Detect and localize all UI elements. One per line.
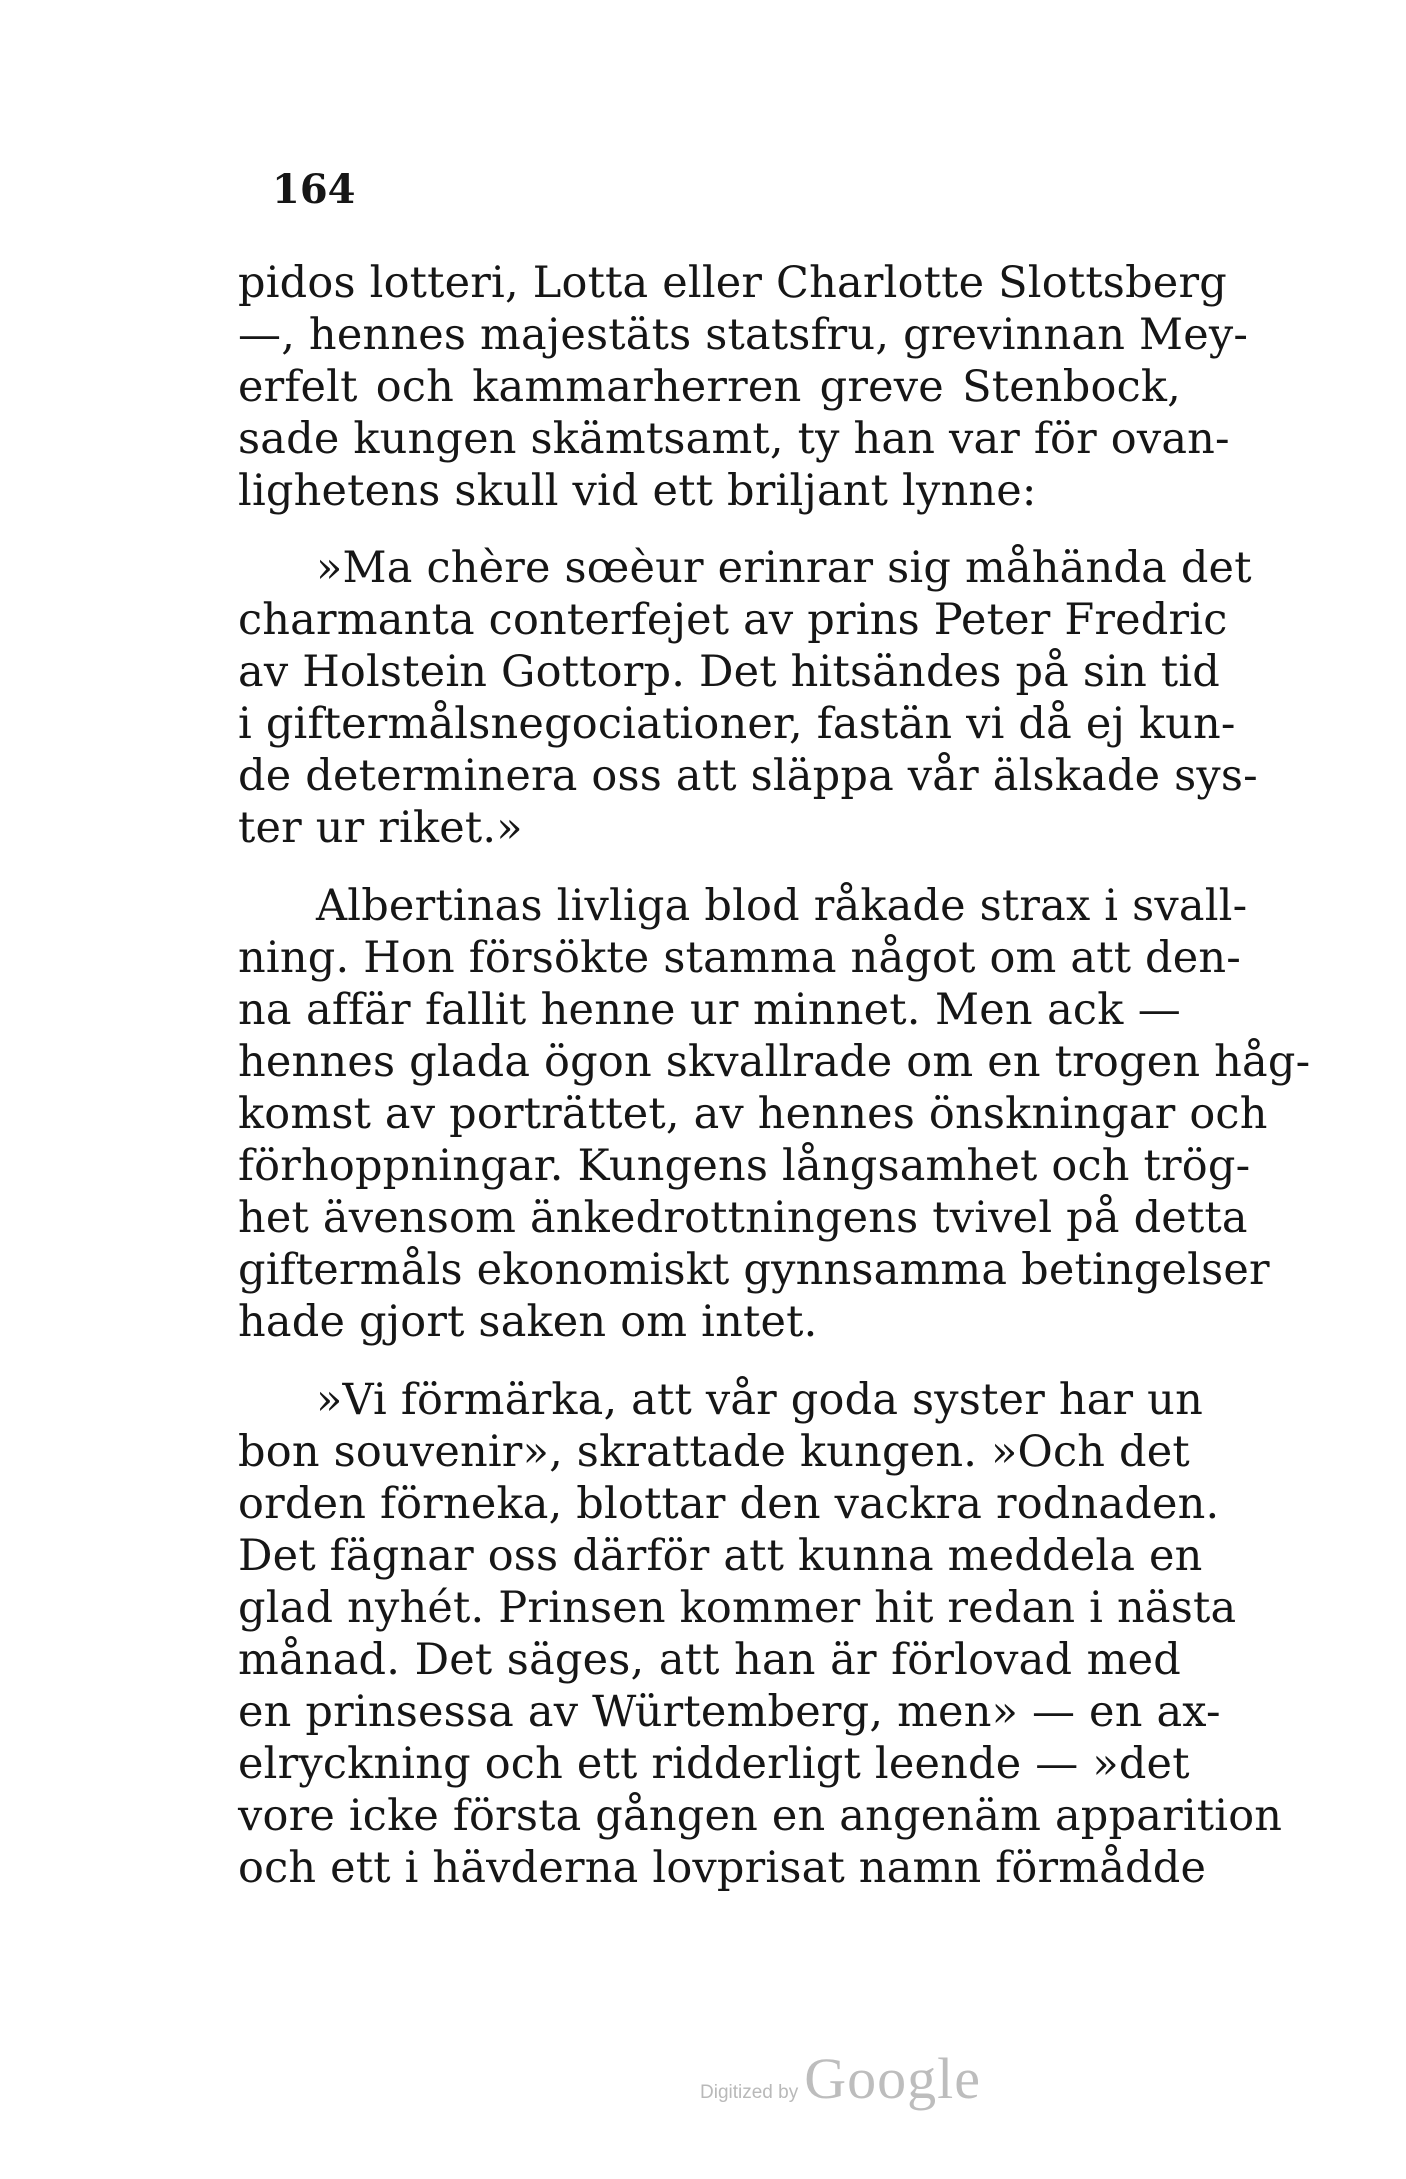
text-line: —, hennes majestäts statsfru, grevinnan Mey- bbox=[238, 310, 1249, 360]
text-line: na affär fallit henne ur minnet. Men ack — bbox=[238, 985, 1181, 1035]
text-line: hade gjort saken om intet. bbox=[238, 1297, 818, 1347]
text-line: erfelt och kammarherren greve Stenbock, bbox=[238, 362, 1181, 412]
text-line: »Ma chère sœèur erinrar sig måhända det bbox=[316, 543, 1252, 593]
text-line: pidos lotteri, Lotta eller Charlotte Slottsberg bbox=[238, 258, 1227, 308]
text-line: månad. Det säges, att han är förlovad med bbox=[238, 1635, 1181, 1685]
text-line: en prinsessa av Würtemberg, men» — en ax- bbox=[238, 1687, 1221, 1737]
text-line: het ävensom änkedrottningens tvivel på detta bbox=[238, 1193, 1248, 1243]
text-line: förhoppningar. Kungens långsamhet och trög- bbox=[238, 1141, 1251, 1191]
text-line: de determinera oss att släppa vår älskade sys- bbox=[238, 751, 1258, 801]
text-line: charmanta conterfejet av prins Peter Fredric bbox=[238, 595, 1228, 645]
text-line: Det fägnar oss därför att kunna meddela en bbox=[238, 1531, 1203, 1581]
text-line: bon souvenir», skrattade kungen. »Och det bbox=[238, 1427, 1190, 1477]
text-line: Albertinas livliga blod råkade strax i svall- bbox=[316, 881, 1248, 931]
text-line: »Vi förmärka, att vår goda syster har un bbox=[316, 1375, 1203, 1425]
text-line: ter ur riket.» bbox=[238, 803, 523, 853]
page-number: 164 bbox=[272, 166, 356, 213]
text-line: i giftermålsnegociationer, fastän vi då ej kun- bbox=[238, 699, 1236, 749]
text-line: orden förneka, blottar den vackra rodnaden. bbox=[238, 1479, 1220, 1529]
text-line: giftermåls ekonomiskt gynnsamma betingelser bbox=[238, 1245, 1270, 1295]
watermark-prefix: Digitized by bbox=[700, 2082, 799, 2103]
digitized-watermark bbox=[700, 2045, 981, 2112]
text-line: sade kungen skämtsamt, ty han var för ovan- bbox=[238, 414, 1230, 464]
text-line: komst av porträttet, av hennes önskningar och bbox=[238, 1089, 1268, 1139]
text-line: elryckning och ett ridderligt leende — »det bbox=[238, 1739, 1190, 1789]
text-line: och ett i hävderna lovprisat namn förmådde bbox=[238, 1843, 1207, 1893]
google-logo-icon: Google bbox=[804, 2046, 981, 2111]
text-line: ning. Hon försökte stamma något om att den- bbox=[238, 933, 1242, 983]
text-line: lighetens skull vid ett briljant lynne: bbox=[238, 466, 1037, 516]
text-line: vore icke första gången en angenäm apparition bbox=[238, 1791, 1283, 1841]
text-line: glad nyhét. Prinsen kommer hit redan i nästa bbox=[238, 1583, 1237, 1633]
text-line: av Holstein Gottorp. Det hitsändes på sin tid bbox=[238, 647, 1221, 697]
text-line: hennes glada ögon skvallrade om en trogen håg- bbox=[238, 1037, 1311, 1087]
